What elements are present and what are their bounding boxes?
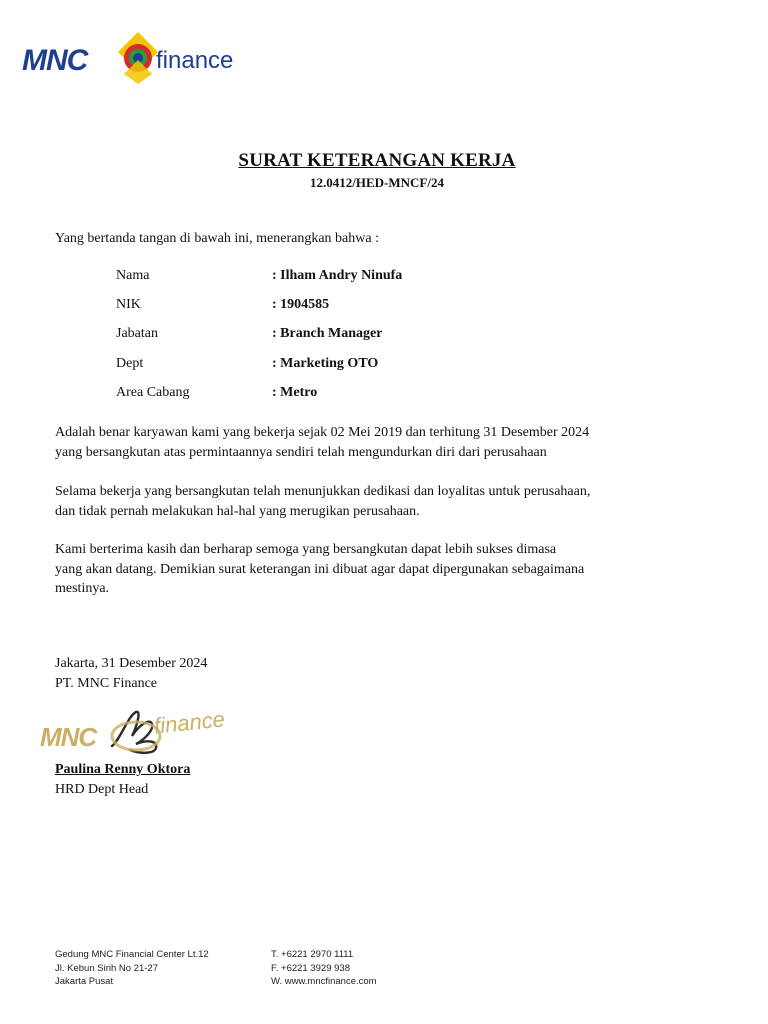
document-title: SURAT KETERANGAN KERJA — [238, 150, 516, 171]
paragraph-line: dan tidak pernah melakukan hal-hal yang merugikan perusahaan. — [55, 503, 420, 519]
paragraph-closing — [55, 540, 695, 599]
paragraph-employment — [55, 423, 695, 462]
logo-emblem-icon — [116, 30, 160, 86]
logo-text-mnc: MNC — [22, 44, 88, 77]
paragraph-dedication — [55, 482, 695, 521]
field-value-jabatan: : Branch Manager — [272, 326, 383, 341]
footer-phone: T. +6221 2970 1111 — [271, 949, 354, 960]
intro-text: Yang bertanda tangan di bawah ini, menerangkan bahwa : — [55, 231, 379, 246]
paragraph-line: yang bersangkutan atas permintaannya sendiri telah mengundurkan diri dari perusahaan — [55, 444, 547, 460]
footer-fax: F. +6221 3929 938 — [271, 962, 350, 974]
footer-address — [55, 948, 209, 989]
company-logo — [22, 30, 252, 86]
paragraph-line: yang akan datang. Demikian surat keterangan ini dibuat agar dapat dipergunakan sebagaimana — [55, 561, 585, 577]
field-value-area-cabang: : Metro — [272, 385, 318, 400]
paragraph-line: Kami berterima kasih dan berharap semoga yang bersangkutan dapat lebih sukses dimasa — [55, 542, 557, 557]
footer-website: W. www.mncfinance.com — [271, 976, 377, 987]
paragraph-line: Adalah benar karyawan kami yang bekerja sejak 02 Mei 2019 dan terhitung 31 Desember 2024 — [55, 425, 590, 440]
document-number: 12.0412/HED-MNCF/24 — [310, 175, 444, 190]
field-value-dept: : Marketing OTO — [272, 356, 379, 371]
field-label-jabatan: Jabatan — [116, 326, 158, 341]
paragraph-line: Selama bekerja yang bersangkutan telah menunjukkan dedikasi dan loyalitas untuk perusahaan, — [55, 484, 591, 499]
field-value-nik: : 1904585 — [272, 297, 330, 312]
footer-address-line: Gedung MNC Financial Center Lt.12 — [55, 949, 209, 960]
field-label-nik: NIK — [116, 297, 141, 312]
logo-text-finance: finance — [156, 47, 234, 74]
signer-title: HRD Dept Head — [55, 782, 149, 797]
footer-address-line: Jl. Kebun Sirih No 21-27 — [55, 962, 158, 974]
signature-place-date: Jakarta, 31 Desember 2024 — [55, 656, 208, 671]
company-stamp — [36, 700, 246, 760]
field-value-nama: : Ilham Andry Ninufa — [272, 268, 403, 283]
paragraph-line: mestinya. — [55, 581, 110, 596]
field-label-dept: Dept — [116, 356, 144, 371]
field-label-area-cabang: Area Cabang — [116, 385, 190, 400]
footer-contact — [271, 948, 377, 989]
signer-name: Paulina Renny Oktora — [55, 762, 191, 777]
footer-address-line: Jakarta Pusat — [55, 976, 114, 987]
field-label-nama: Nama — [116, 268, 150, 283]
stamp-text-finance: finance — [152, 706, 227, 739]
signature-company: PT. MNC Finance — [55, 676, 158, 691]
stamp-text-mnc: MNC — [40, 722, 97, 752]
